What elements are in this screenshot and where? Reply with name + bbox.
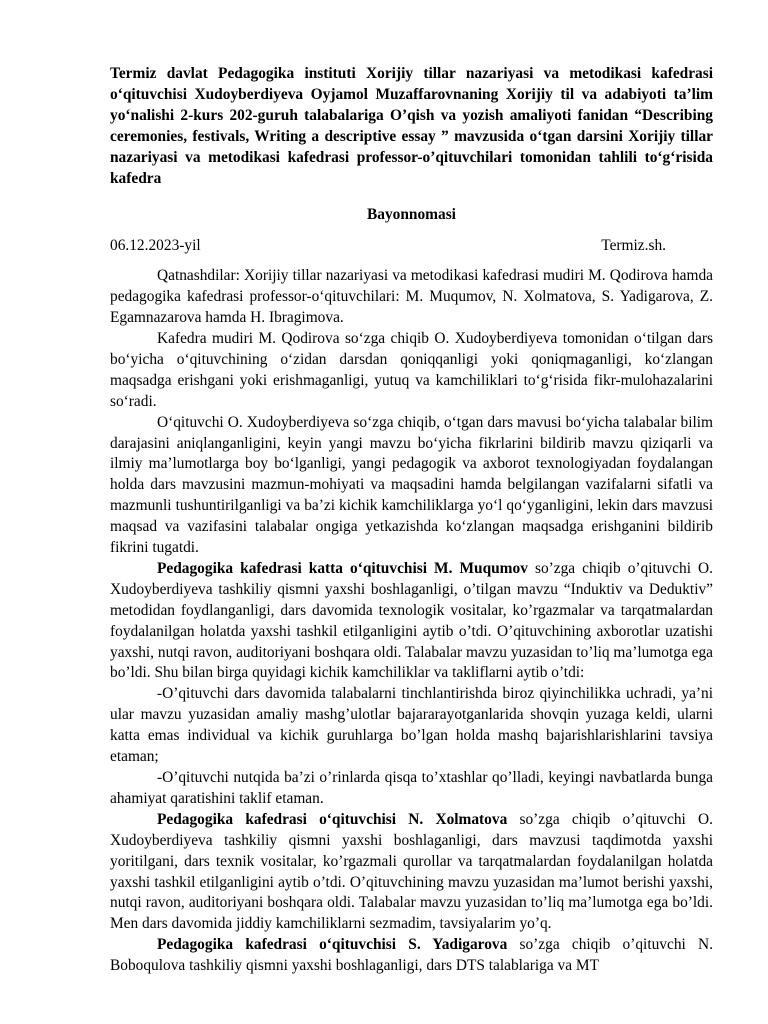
speaker-name: Pedagogika kafedrasi katta o‘qituvchisi M. Muqumov	[157, 559, 528, 577]
paragraph-text: Qatnashdilar: Xorijiy tillar nazariyasi va metodikasi kafedrasi mudiri M. Qodirova hamda pedagogika kafedrasi professor-o‘qituvchilari: M. Muqumov, N. Xolmatova, S. Yadigarova, Z. Egamnazarova hamda H. Ibragimova.	[110, 267, 713, 327]
paragraph-text: so’zga chiqib o’qituvchi N. Boboqulova tashkiliy qismni yaxshi boshlaganligi, dars DTS talablariga va MT	[110, 936, 713, 975]
paragraph-recommendation-1	[110, 684, 713, 768]
paragraph-text: Kafedra mudiri M. Qodirova so‘zga chiqib O. Xudoyberdiyeva tomonidan o‘tilgan dars bo‘yicha o‘qituvchining o‘zidan darsdan qoniqqanligi yoki qoniqmaganligi, ko‘zlangan maqsadga erishgani yoki erishmaganligi, yutuq va kamchiliklari to‘g‘risida fikr-mulohazalarini so‘radi.	[110, 329, 713, 410]
paragraph-head-request	[110, 329, 713, 413]
paragraph-text: so’zga chiqib o’qituvchi O. Xudoyberdiyeva tashkiliy qismni yaxshi boshlaganligi, dars mavzusi taqdimotda yaxshi yoritilgani, dars texnik vositalar, ko’rgazmali qurollar va tarqatmalardan foydalanilgan holatda yaxshi tashkil etilganligini aytib o’tdi. O’qituvchining mavzu yuzasidan ma’lumot berishi yaxshi, nutqi ravon, auditoriyani boshqara oldi. Talabalar mavzu yuzasidan to’liq ma’lumotga ega bo’ldi. Men dars davomida jiddiy kamchiliklarni sezmadim, tavsiyalarim yo’q.	[110, 810, 713, 933]
document-place: Termiz.sh.	[601, 237, 666, 255]
paragraph-text: O‘qituvchi O. Xudoyberdiyeva so‘zga chiqib, o‘tgan dars mavusi bo‘yicha talabalar bilim darajasini aniqlanganligini, keyin yangi mavzu bo‘yicha fikrlarini bildirib mavzu qiziqarli va ilmiy ma’lumotlarga boy bo‘lganligi, yangi pedagogik va axborot texnologiyadan foydalangan holda dars mavzusini mazmun-mohiyati va maqsadini hamda belgilangan vazifalarni sifatli va mazmunli tushuntirilganligi va ba’zi kichik kamchiliklarga yo‘l qo‘yganligini, lekin dars mavzusi maqsad va vazifasini talabalar ongiga yetkazishda ko‘zlangan maqsadga erishganini bildirib fikrini tugatdi.	[110, 413, 713, 557]
document-heading: Termiz davlat Pedagogika instituti Xorijiy tillar nazariyasi va metodikasi kafedrasi o‘qituvchisi Xudoyberdiyeva Oyjamol Muzaffarovnaning Xorijiy til va adabiyoti ta’lim yo‘nalishi 2-kurs 202-guruh talabalariga O’qish va yozish amaliyoti fanidan “Describing ceremonies, festivals, Writing a descriptive essay ” mavzusida o‘tgan darsini Xorijiy tillar nazariyasi va metodikasi kafedrasi professor-o’qituvchilari tomonidan tahlili to‘g‘risida kafedra	[110, 65, 713, 187]
paragraph-text: -O’qituvchi nutqida ba’zi o’rinlarda qisqa to’xtashlar qo’lladi, keyingi navbatlarda bunga ahamiyat qaratishini taklif etaman.	[110, 769, 713, 807]
paragraph-text: so’zga chiqib o’qituvchi O. Xudoyberdiyeva tashkiliy qismni yaxshi boshlaganligi, o’tilgan mavzu “Induktiv va Deduktiv” metodidan foydlanganligi, dars davomida texnologik vositalar, ko’rgazmalar va tarqatmalardan foydalanilgan holatda yaxshi tashkil etilganligini aytib o’tdi. O’qituvchining axborotlar uzatishi yaxshi, nutqi ravon, auditoriyani boshqara oldi. Talabalar mavzu yuzasidan to’liq ma’lumotga ega bo’ldi. Shu bilan birga quyidagi kichik kamchiliklar va takliflarni aytib o’tdi:	[110, 559, 713, 682]
paragraph-review-yadigarova	[110, 935, 713, 977]
paragraph-recommendation-2	[110, 768, 713, 810]
paragraph-attendees	[110, 266, 713, 329]
speaker-name: Pedagogika kafedrasi o‘qituvchisi N. Xolmatova	[157, 810, 508, 828]
paragraph-review-muqumov	[110, 559, 713, 684]
speaker-name: Pedagogika kafedrasi o‘qituvchisi S. Yadigarova	[157, 936, 508, 954]
paragraph-text: -O’qituvchi dars davomida talabalarni tinchlantirishda biroz qiyinchilikka uchradi, ya’ni ular mavzu yuzasidan amaliy mashg’ulotlar bajararayotganlarida shovqin yuzaga keldi, ularni katta emas individual va kichik guruhlarga bo’lgan holda mashq bajarishlarishlarini tavsiya etaman;	[110, 685, 713, 766]
paragraph-review-xolmatova	[110, 810, 713, 935]
paragraph-teacher-self-review	[110, 413, 713, 559]
document-date: 06.12.2023-yil	[110, 237, 201, 255]
document-title: Bayonnomasi	[367, 206, 456, 224]
dateline	[110, 236, 713, 257]
